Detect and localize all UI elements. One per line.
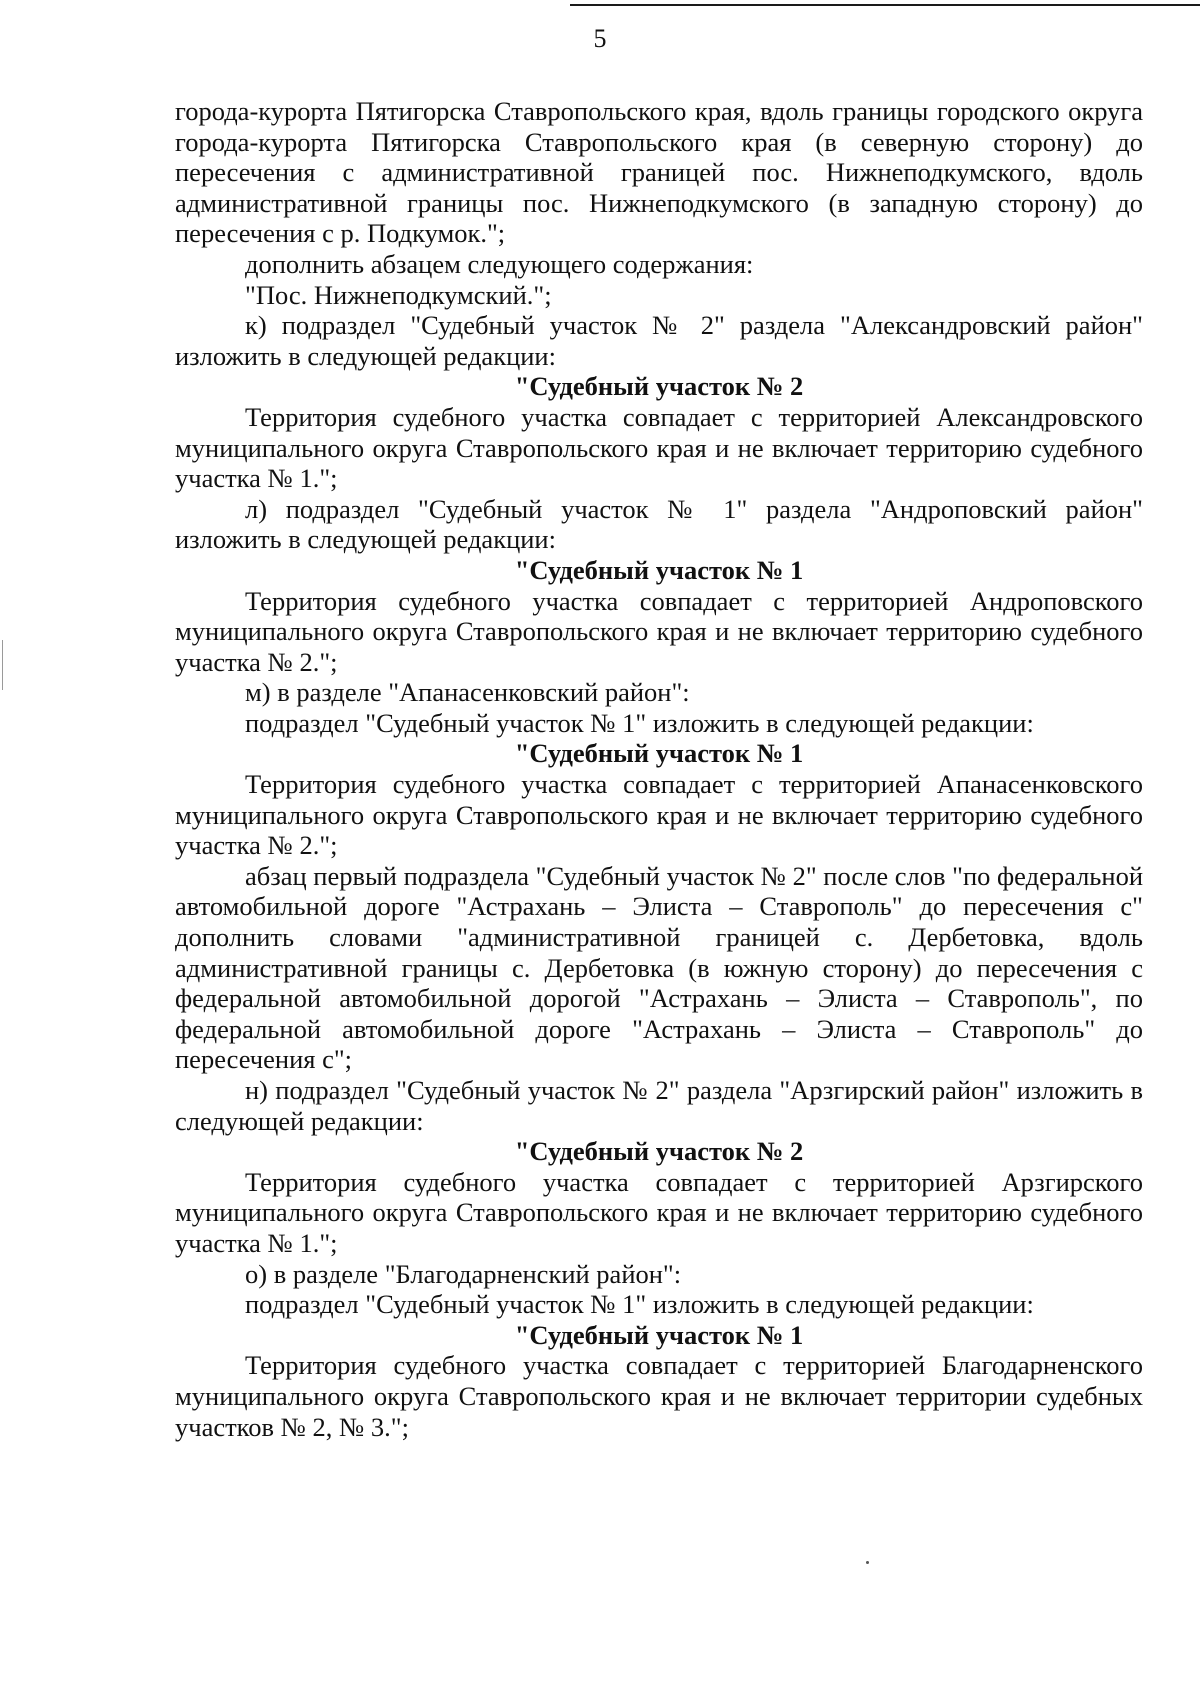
paragraph-subsection-instruction-apanasenkovsky: подраздел "Судебный участок № 1" изложить в следующей редакции: [245,707,1034,738]
section-heading-precinct-1-apanasenkovsky: "Судебный участок № 1 [514,738,804,769]
paragraph-item-o: о) в разделе "Благодарненский район": [245,1258,682,1289]
paragraph-amendment-instruction: дополнить абзацем следующего содержания: [245,248,754,279]
paragraph-territory-blagodarnensky: Территория судебного участка совпадает с территорией Благодарненского муниципального округа Ставропольского края и не включает территории судебных участков № 2, № 3."; [175,1350,1143,1442]
paragraph-territory-apanasenkovsky: Территория судебного участка совпадает с территорией Апанасенковского муниципального округа Ставропольского края и не включает территорию судебного участка № 2."; [175,769,1143,861]
paragraph-territory-arzgirsky: Территория судебного участка совпадает с территорией Арзгирского муниципального округа Ставропольского края и не включает территорию судебного участка № 1."; [175,1166,1143,1258]
paragraph-item-l: л) подраздел "Судебный участок № 1" раздела "Андроповский район" изложить в следующей редакции: [175,493,1143,555]
paragraph-subsection-instruction-blagodarnensky: подраздел "Судебный участок № 1" изложить в следующей редакции: [245,1289,1034,1320]
section-heading-precinct-1-andropovsky: "Судебный участок № 1 [514,554,804,585]
scan-margin-mark [2,640,3,690]
scan-speck [866,1561,869,1564]
top-rule [570,4,1200,6]
paragraph-item-k: к) подраздел "Судебный участок № 2" раздела "Александровский район" изложить в следующей редакции: [175,310,1143,371]
section-heading-precinct-2-aleksandrovsky: "Судебный участок № 2 [514,371,804,402]
paragraph-precinct-2-amendment: абзац первый подраздела "Судебный участок № 2" после слов "по федеральной автомобильной дороге "Астрахань – Элиста – Ставрополь" до пересечения с" дополнить словами "административной границей с. Дербетовка, вдоль административной границы с. Дербетовка (в южную сторону) до пересечения с федеральной автомобильной дорогой "Астрахань – Элиста – Ставрополь", по федеральной автомобильной дороге "Астрахань – Элиста – Ставрополь" до пересечения с"; [175,860,1143,1075]
paragraph-continuation: города-курорта Пятигорска Ставропольского края, вдоль границы городского округа города-курорта Пятигорска Ставропольского края (в северную сторону) до пересечения с административной границей пос. Нижнеподкумского, вдоль административной границы пос. Нижнеподкумского (в западную сторону) до пересечения с р. Подкумок."; [175,96,1143,249]
paragraph-item-m: м) в разделе "Апанасенковский район": [245,677,690,708]
section-heading-precinct-2-arzgirsky: "Судебный участок № 2 [514,1136,804,1167]
paragraph-territory-andropovsky: Территория судебного участка совпадает с территорией Андроповского муниципального округа Ставропольского края и не включает территорию судебного участка № 2."; [175,585,1143,677]
paragraph-territory-aleksandrovsky: Территория судебного участка совпадает с территорией Александровского муниципального округа Ставропольского края и не включает территорию судебного участка № 1."; [175,401,1143,494]
document-body [175,96,1143,1442]
paragraph-item-n: н) подраздел "Судебный участок № 2" раздела "Арзгирский район" изложить в следующей редакции: [175,1075,1143,1136]
paragraph-added-settlement: "Пос. Нижнеподкумский."; [245,279,552,310]
section-heading-precinct-1-blagodarnensky: "Судебный участок № 1 [514,1319,804,1350]
page-number: 5 [593,24,607,53]
